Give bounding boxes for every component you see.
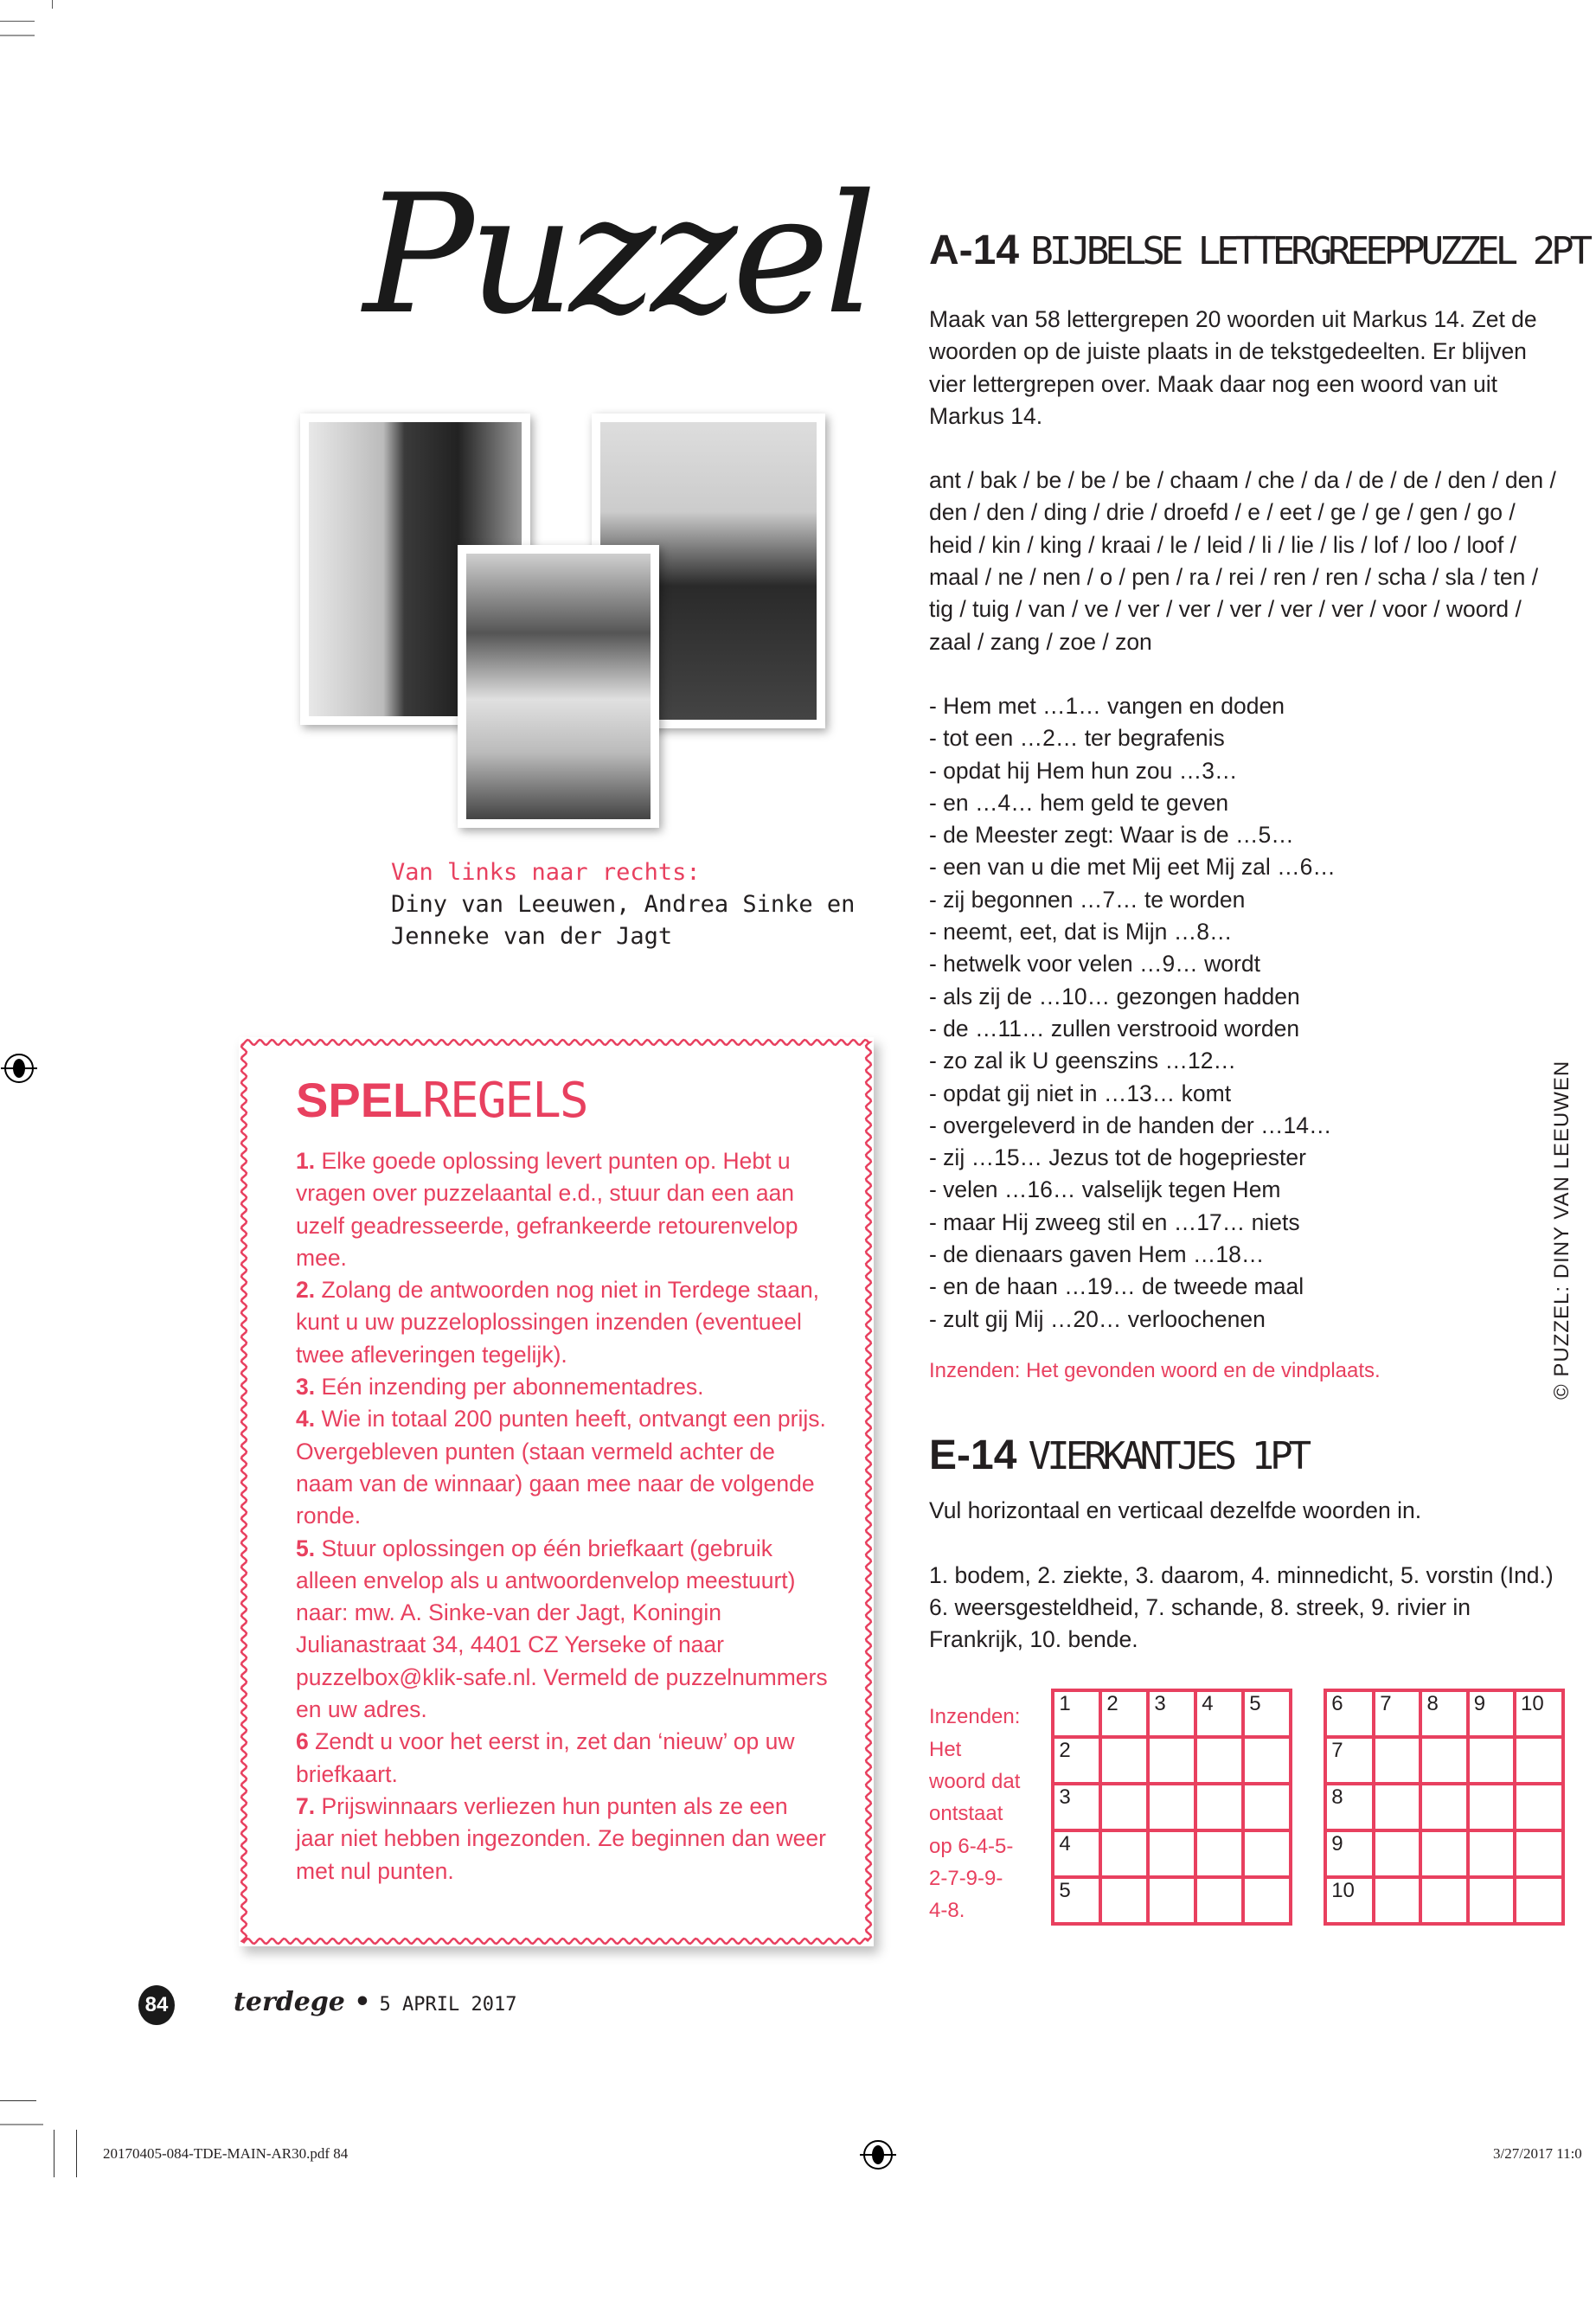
clue-item: - en de haan …19… de tweede maal — [929, 1273, 1304, 1300]
submit-line: 2-7-9-9- — [929, 1866, 1003, 1890]
a14-code: A-14 — [929, 228, 1020, 273]
grid-cell[interactable] — [1148, 1830, 1195, 1877]
clue-item: - een van u die met Mij eet Mij zal …6… — [929, 854, 1336, 881]
rule-item — [296, 1533, 832, 1727]
issue-date: 5 APRIL 2017 — [379, 1994, 517, 2016]
clue-item: - overgeleverd in de handen der …14… — [929, 1112, 1332, 1138]
rules-list — [296, 1145, 832, 1888]
clue-item: - hetwelk voor velen …9… wordt — [929, 951, 1260, 977]
e14-heading — [929, 1432, 1565, 1481]
grid-cell[interactable] — [1420, 1877, 1467, 1924]
rule-item — [296, 1145, 832, 1274]
e14-code: E-14 — [929, 1433, 1017, 1479]
photo-caption — [391, 856, 855, 952]
grid-cell[interactable] — [1468, 1784, 1515, 1830]
rule-number: 6 — [296, 1728, 309, 1755]
a14-syllables: ant / bak / be / be / be / chaam / che / da / de / de / den / den / den / den / ding / drie / droefd / e / eet / ge / ge / gen / go / heid / kin / king / kraai / le / leid / li / lie / lis / lof / loo / loof / maal / ne / nen / o / pen / ra / rei / ren / ren / scha / sla / ten / tig / tuig / van / ve / ver / ver / ver / ver / ver / voor / woord / zaal / zang / zoe / zon — [929, 467, 1556, 655]
submit-line: 4-8. — [929, 1899, 965, 1923]
a14-title: BIJBELSE LETTERGREEPPUZZEL 2PT — [1030, 229, 1589, 273]
rule-number: 2. — [296, 1277, 316, 1304]
e14-clues: 1. bodem, 2. ziekte, 3. daarom, 4. minnedicht, 5. vorstin (Ind.) 6. weersgesteldheid, 7. schande, 8. streek, 9. rivier in Frankrijk, 10. bende. — [929, 1561, 1554, 1653]
grid-cell[interactable]: 9 — [1468, 1690, 1515, 1737]
clue-item: - opdat hij Hem hun zou …3… — [929, 757, 1238, 784]
clue-item: - de Meester zegt: Waar is de …5… — [929, 822, 1294, 849]
a14-clue-list — [929, 690, 1565, 1336]
crop-mark — [0, 2100, 36, 2101]
clue-item: - zij …15… Jezus tot de hogepriester — [929, 1144, 1306, 1171]
rule-text: Zolang de antwoorden nog niet in Terdege staan, kunt u uw puzzeloplossingen inzenden (eventueel twee afleveringen tegelijk). — [296, 1277, 820, 1368]
rule-number: 4. — [296, 1406, 316, 1433]
crop-mark — [0, 21, 35, 22]
rule-number: 7. — [296, 1792, 316, 1819]
magazine-footer — [234, 1987, 516, 2017]
submit-line: op 6-4-5- — [929, 1834, 1014, 1858]
rule-text: Elke goede oplossing levert punten op. Hebt u vragen over puzzelaantal e.d., stuur dan een aan uzelf geadresseerde, gefrankeerde retourenvelop mee. — [296, 1148, 798, 1271]
e14-intro: Vul horizontaal en verticaal dezelfde woorden in. — [929, 1497, 1422, 1524]
bullet: • — [354, 1987, 371, 2017]
rule-text: Eén inzending per abonnementadres. — [315, 1374, 704, 1400]
grid-cell[interactable]: 2 — [1100, 1690, 1148, 1737]
submit-line: ontstaat — [929, 1802, 1003, 1826]
grid-cell[interactable] — [1468, 1830, 1515, 1877]
rule-number: 3. — [296, 1374, 316, 1400]
rule-item — [296, 1726, 832, 1791]
grid-cell[interactable] — [1100, 1877, 1148, 1924]
grid-cell[interactable]: 7 — [1325, 1737, 1374, 1784]
grid-cell[interactable] — [1374, 1737, 1420, 1784]
caption-names-line2: Jenneke van der Jagt — [391, 923, 673, 950]
rules-title-bold: SPEL — [296, 1073, 423, 1127]
caption-label: Van links naar rechts: — [391, 859, 701, 886]
rule-number: 5. — [296, 1535, 316, 1561]
a14-submit: Inzenden: Het gevonden woord en de vindplaats. — [929, 1358, 1381, 1382]
clue-item: - Hem met …1… vangen en doden — [929, 692, 1285, 719]
rule-item — [296, 1371, 832, 1403]
rules-title-light: REGELS — [422, 1073, 587, 1129]
grid-cell[interactable]: 5 — [1243, 1690, 1291, 1737]
grid-cell[interactable]: 6 — [1325, 1690, 1374, 1737]
crop-mark — [52, 0, 53, 9]
grid-cell[interactable] — [1195, 1737, 1243, 1784]
grid-cell[interactable]: 7 — [1374, 1690, 1420, 1737]
grid-cell[interactable] — [1195, 1877, 1243, 1924]
rule-item — [296, 1791, 832, 1888]
submit-line: Inzenden: — [929, 1705, 1021, 1729]
crop-mark — [0, 35, 35, 36]
clue-item: - neemt, eet, dat is Mijn …8… — [929, 919, 1233, 945]
page-title: Puzzel — [363, 159, 872, 350]
crop-mark — [76, 2130, 77, 2177]
page-number: 84 — [138, 1985, 175, 2025]
grid-cell[interactable]: 3 — [1053, 1784, 1100, 1830]
caption-names-line1: Diny van Leeuwen, Andrea Sinke en — [391, 891, 856, 918]
rule-text: Stuur oplossingen op één briefkaart (gebruik alleen envelop als u antwoordenvelop meestuurt) naar: mw. A. Sinke-van der Jagt, Koningin Julianastraat 34, 4401 CZ Yerseke of naar puzzelbox@klik-safe.nl. Vermeld de puzzelnummers en uw adres. — [296, 1535, 828, 1723]
grid-cell[interactable] — [1468, 1737, 1515, 1784]
grid-cell[interactable] — [1468, 1877, 1515, 1924]
clue-item: - maar Hij zweeg stil en …17… niets — [929, 1208, 1300, 1235]
photo-credit: © PUZZEL: DINY VAN LEEUWEN — [1550, 1060, 1574, 1400]
clue-item: - de dienaars gaven Hem …18… — [929, 1241, 1265, 1268]
rule-text: Wie in totaal 200 punten heeft, ontvangt een prijs. Overgebleven punten (staan vermeld achter de naam van de winnaar) gaan mee naar de volgende ronde. — [296, 1406, 826, 1529]
grid-cell[interactable] — [1515, 1784, 1563, 1830]
print-date: 3/27/2017 11:0 — [1493, 2145, 1582, 2162]
magazine-logo — [234, 1987, 371, 2017]
grid-cell[interactable]: 8 — [1420, 1690, 1467, 1737]
grid-cell[interactable] — [1243, 1830, 1291, 1877]
grid-cell[interactable] — [1420, 1830, 1467, 1877]
right-column — [929, 227, 1589, 1926]
grid-cell[interactable] — [1374, 1830, 1420, 1877]
rule-text: Zendt u voor het eerst in, zet dan ‘nieuw’ op uw briefkaart. — [296, 1728, 795, 1787]
crop-mark — [0, 2124, 43, 2125]
rules-title — [296, 1072, 587, 1129]
word-square-grid-2 — [1324, 1689, 1565, 1926]
grid-cell[interactable] — [1374, 1784, 1420, 1830]
grid-cell[interactable]: 10 — [1515, 1690, 1563, 1737]
grid-cell[interactable] — [1100, 1784, 1148, 1830]
a14-intro: Maak van 58 lettergrepen 20 woorden uit Markus 14. Zet de woorden op de juiste plaats in de tekstgedeelten. Er blijven vier lettergrepen over. Maak daar nog een woord van uit Markus 14. — [929, 306, 1537, 429]
grid-cell[interactable] — [1420, 1784, 1467, 1830]
clue-item: - zij begonnen …7… te worden — [929, 886, 1246, 913]
grid-cell[interactable]: 1 — [1053, 1690, 1100, 1737]
registration-mark-icon — [863, 2140, 893, 2170]
grid-cell[interactable] — [1243, 1784, 1291, 1830]
clue-item: - tot een …2… ter begrafenis — [929, 725, 1225, 752]
rule-number: 1. — [296, 1148, 316, 1174]
submit-line: Het — [929, 1737, 962, 1761]
clue-item: - opdat gij niet in …13… komt — [929, 1080, 1232, 1106]
grid-cell[interactable] — [1100, 1830, 1148, 1877]
grid-cell[interactable] — [1515, 1830, 1563, 1877]
grid-cell[interactable] — [1195, 1830, 1243, 1877]
rule-item — [296, 1274, 832, 1371]
grid-cell[interactable] — [1195, 1784, 1243, 1830]
clue-item: - velen …16… valselijk tegen Hem — [929, 1176, 1281, 1203]
e14-submit — [929, 1701, 1042, 1926]
grid-cell[interactable] — [1148, 1737, 1195, 1784]
photo-andrea-sinke — [458, 545, 659, 828]
grid-cell[interactable]: 8 — [1325, 1784, 1374, 1830]
grid-cell[interactable]: 2 — [1053, 1737, 1100, 1784]
grid-cell[interactable]: 10 — [1325, 1877, 1374, 1924]
grid-cell[interactable] — [1100, 1737, 1148, 1784]
clue-item: - de …11… zullen verstrooid worden — [929, 1015, 1300, 1042]
grid-cell[interactable] — [1515, 1877, 1563, 1924]
clue-item: - zo zal ik U geenszins …12… — [929, 1048, 1236, 1074]
submit-line: woord dat — [929, 1769, 1021, 1793]
e14-title: VIERKANTJES 1PT — [1028, 1434, 1308, 1479]
grid-cell[interactable]: 3 — [1148, 1690, 1195, 1737]
rules-box — [239, 1037, 874, 1946]
clue-item: - zult gij Mij …20… verloochenen — [929, 1305, 1266, 1332]
print-filename: 20170405-084-TDE-MAIN-AR30.pdf 84 — [103, 2145, 349, 2162]
e14-puzzle-row — [929, 1689, 1565, 1926]
grid-cell[interactable] — [1374, 1877, 1420, 1924]
grid-cell[interactable] — [1243, 1877, 1291, 1924]
grid-cell[interactable]: 4 — [1195, 1690, 1243, 1737]
grid-cell[interactable] — [1243, 1737, 1291, 1784]
grid-cell[interactable]: 4 — [1053, 1830, 1100, 1877]
rule-item — [296, 1403, 832, 1532]
grid-cell[interactable] — [1420, 1737, 1467, 1784]
rule-text: Prijswinnaars verliezen hun punten als ze een jaar niet hebben ingezonden. Ze beginnen dan weer met nul punten. — [296, 1792, 826, 1884]
magazine-name: terdege — [234, 1987, 345, 2017]
a14-heading — [929, 227, 1589, 276]
registration-mark-icon — [4, 1054, 34, 1083]
grid-cell[interactable]: 5 — [1053, 1877, 1100, 1924]
clue-item: - en …4… hem geld te geven — [929, 789, 1229, 816]
clue-item: - als zij de …10… gezongen hadden — [929, 983, 1300, 1009]
grid-cell[interactable] — [1148, 1877, 1195, 1924]
grid-cell[interactable] — [1515, 1737, 1563, 1784]
grid-cell[interactable] — [1148, 1784, 1195, 1830]
grid-cell[interactable]: 9 — [1325, 1830, 1374, 1877]
word-square-grid-1 — [1051, 1689, 1292, 1926]
